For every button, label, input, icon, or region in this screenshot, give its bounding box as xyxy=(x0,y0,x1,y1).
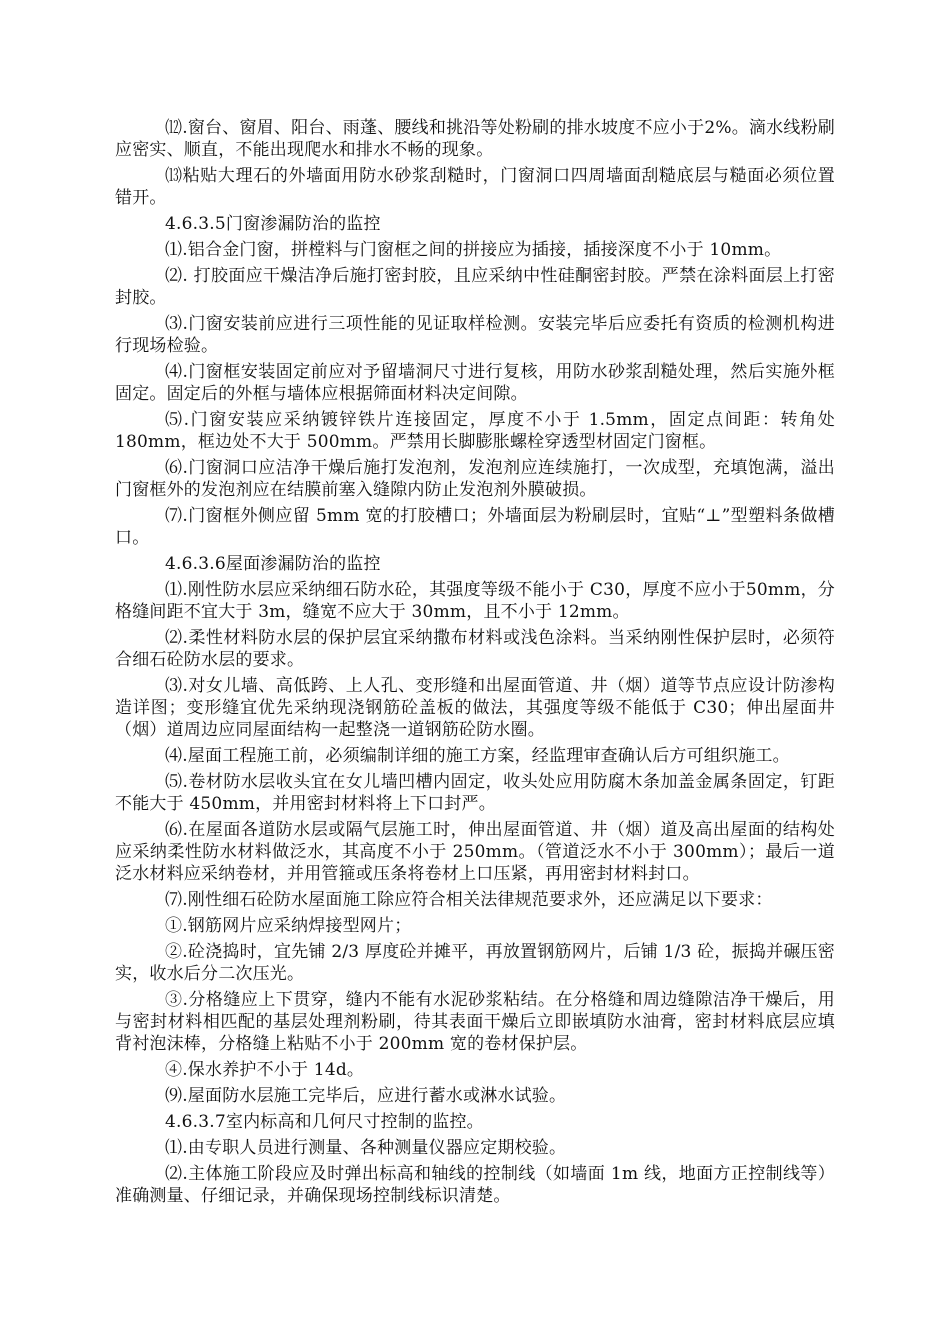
paragraph-roof-1: ⑴.刚性防水层应采纳细石防水砼，其强度等级不能小于 C30，厚度不应小于50mm，分格缝间距不宜大于 3m，缝宽不应大于 30mm，且不小于 12mm。 xyxy=(115,580,835,622)
paragraph-roof-2: ⑵.柔性材料防水层的保护层宜采纳撒布材料或浅色涂料。当采纳刚性保护层时，必须符合细石砼防水层的要求。 xyxy=(115,628,835,670)
paragraph-roof-4: ⑷.屋面工程施工前，必须编制详细的施工方案，经监理审查确认后方可组织施工。 xyxy=(165,746,790,766)
section-heading-4-6-3-7: 4.6.3.7室内标高和几何尺寸控制的监控。 xyxy=(165,1112,484,1132)
list-item-curing: ④.保水养护不小于 14d。 xyxy=(165,1060,365,1080)
list-item-rebar-mesh: ①.钢筋网片应采纳焊接型网片； xyxy=(165,916,412,936)
list-item-concrete-pour: ②.砼浇捣时，宜先铺 2/3 厚度砼并摊平，再放置钢筋网片，后铺 1/3 砼，振捣并碾压密实，收水后分二次压光。 xyxy=(115,942,835,984)
paragraph-window-7: ⑺.门窗框外侧应留 5mm 宽的打胶槽口；外墙面层为粉刷层时，宜贴“⊥”型塑料条做槽口。 xyxy=(115,506,835,548)
paragraph-roof-5: ⑸.卷材防水层收头宜在女儿墙凹槽内固定，收头处应用防腐木条加盖金属条固定，钉距不能大于 450mm，并用密封材料将上下口封严。 xyxy=(115,772,835,814)
paragraph-12-drainage-slope: ⑿.窗台、窗眉、阳台、雨蓬、腰线和挑沿等处粉刷的排水坡度不应小于2%。滴水线粉刷应密实、顺直，不能出现爬水和排水不畅的现象。 xyxy=(115,118,835,160)
document-body xyxy=(115,117,835,1211)
paragraph-window-5: ⑸.门窗安装应采纳镀锌铁片连接固定，厚度不小于 1.5mm，固定点间距：转角处 180mm，框边处不大于 500mm。严禁用长脚膨胀螺栓穿透型材固定门窗框。 xyxy=(115,410,835,452)
paragraph-window-1: ⑴.铝合金门窗，拼樘料与门窗框之间的拼接应为插接，插接深度不小于 10mm。 xyxy=(165,240,782,260)
paragraph-roof-6: ⑹.在屋面各道防水层或隔气层施工时，伸出屋面管道、井（烟）道及高出屋面的结构处应采纳柔性防水材料做泛水，其高度不小于 250mm。（管道泛水不小于 300mm）；最后一道泛水材料应采纳卷材，并用管箍或压条将卷材上口压紧，再用密封材料封口。 xyxy=(115,820,835,884)
paragraph-window-3: ⑶.门窗安装前应进行三项性能的见证取样检测。安装完毕后应委托有资质的检测机构进行现场检验。 xyxy=(115,314,835,356)
paragraph-window-6: ⑹.门窗洞口应洁净干燥后施打发泡剂，发泡剂应连续施打，一次成型，充填饱满，溢出门窗框外的发泡剂应在结膜前塞入缝隙内防止发泡剂外膜破损。 xyxy=(115,458,835,500)
section-heading-4-6-3-6: 4.6.3.6屋面渗漏防治的监控 xyxy=(165,554,381,574)
paragraph-level-2: ⑵.主体施工阶段应及时弹出标高和轴线的控制线（如墙面 1m 线，地面方正控制线等）准确测量、仔细记录，并确保现场控制线标识清楚。 xyxy=(115,1164,835,1206)
paragraph-13-marble-wall: ⒀粘贴大理石的外墙面用防水砂浆刮糙时，门窗洞口四周墙面刮糙底层与糙面必须位置错开。 xyxy=(115,166,835,208)
paragraph-window-2: ⑵. 打胶面应干燥洁净后施打密封胶，且应采纳中性硅酮密封胶。严禁在涂料面层上打密封胶。 xyxy=(115,266,835,308)
list-item-joint: ③.分格缝应上下贯穿，缝内不能有水泥砂浆粘结。在分格缝和周边缝隙洁净干燥后，用与密封材料相匹配的基层处理剂粉刷，待其表面干燥后立即嵌填防水油膏，密封材料底层应填背衬泡沫棒，分格缝上粘贴不小于 200mm 宽的卷材保护层。 xyxy=(115,990,835,1054)
paragraph-level-1: ⑴.由专职人员进行测量、各种测量仪器应定期校验。 xyxy=(165,1138,567,1158)
paragraph-roof-3: ⑶.对女儿墙、高低跨、上人孔、变形缝和出屋面管道、井（烟）道等节点应设计防渗构造详图；变形缝宜优先采纳现浇钢筋砼盖板的做法，其强度等级不能低于 C30；伸出屋面井（烟）道周边应同屋面结构一起整浇一道钢筋砼防水圈。 xyxy=(115,676,835,740)
paragraph-window-4: ⑷.门窗框安装固定前应对予留墙洞尺寸进行复核，用防水砂浆刮糙处理，然后实施外框固定。固定后的外框与墙体应根据筛面材料决定间隙。 xyxy=(115,362,835,404)
paragraph-roof-7: ⑺.刚性细石砼防水屋面施工除应符合相关法律规范要求外，还应满足以下要求： xyxy=(165,890,773,910)
paragraph-roof-9: ⑼.屋面防水层施工完毕后，应进行蓄水或淋水试验。 xyxy=(165,1086,567,1106)
section-heading-4-6-3-5: 4.6.3.5门窗渗漏防治的监控 xyxy=(165,214,381,234)
